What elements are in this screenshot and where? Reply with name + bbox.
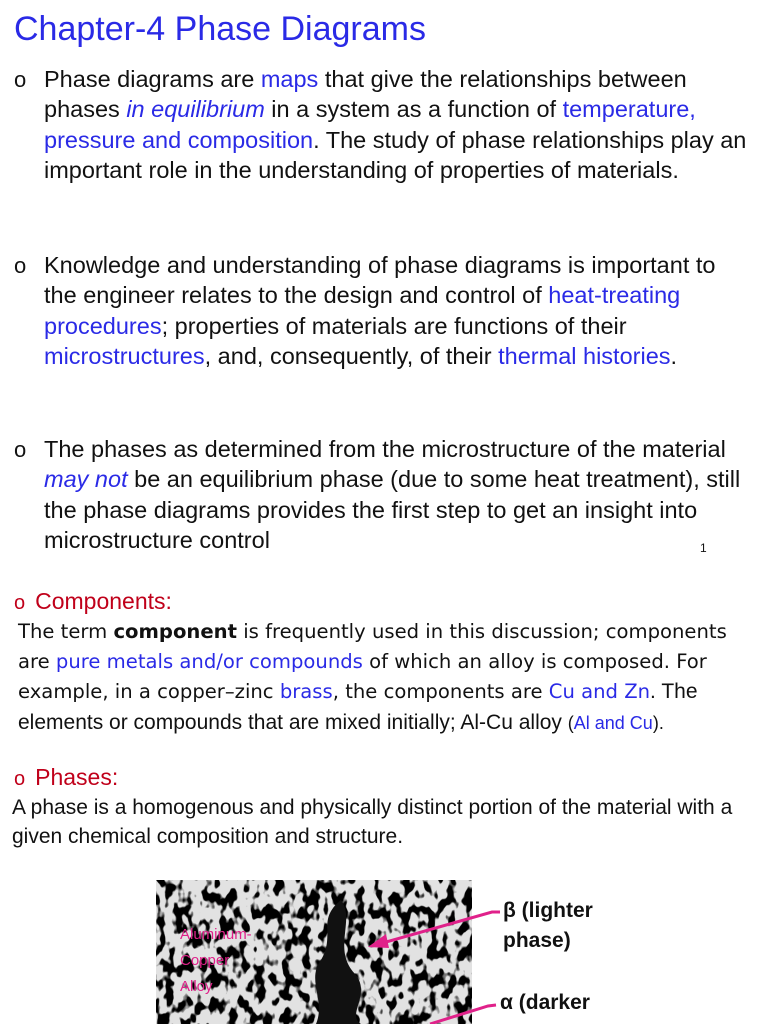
text-run: Knowledge and understanding of phase diagrams is important to the engineer relates to the design and control of [44,252,716,309]
alpha-label-line: α (darker [500,991,590,1014]
beta-label-line: phase) [503,929,571,952]
components-paragraph [18,617,760,738]
text-run: in a system as a function of [264,96,563,123]
bullet-text [44,64,754,186]
bullet-marker: o [14,768,26,790]
bullet-text [44,250,754,372]
text-run: . The study of phase relationships play an important role in the understanding of properties of materials. [44,126,747,184]
alloy-label-line: Aluminum- [180,926,252,943]
beta-phase-label [503,896,593,956]
page-title: Chapter-4 Phase Diagrams [14,10,426,48]
components-heading [14,588,172,615]
alloy-label [180,922,252,1000]
highlight-heat-treating: heat-treating procedures [44,282,681,339]
text-run: , and, consequently, of their [204,343,499,370]
text-run: . The elements or compounds that are mixed initially; Al-Cu alloy [18,680,698,734]
bullet-phase-diagrams-definition [14,64,754,186]
highlight-cu-zn: Cu and Zn [548,680,651,704]
text-run: Phase diagrams are [44,66,261,92]
highlight-in-equilibrium: in equilibrium [126,96,265,123]
phases-paragraph: A phase is a homogenous and physically distinct portion of the material with a given chemical composition and structure. [12,796,733,848]
text-run: The term [18,620,114,643]
text-run: be an equilibrium phase (due to some heat treatment), still the phase diagrams provides the first step to get an insight into microstructure control [44,466,741,554]
text-run: ( [567,712,574,733]
bullet-microstructure-phases [14,434,754,556]
bullet-engineer-knowledge [14,250,754,372]
section-heading-text: Components: [35,588,172,614]
highlight-thermal-histories: thermal histories [498,343,671,370]
text-run: The phases as determined from the microstructure of the material [44,436,726,462]
text-run: ; properties of materials are functions of their [161,312,627,339]
bullet-marker: o [14,253,27,278]
bold-component: component [113,620,237,643]
text-run: , the components are [332,680,549,704]
phases-heading [14,764,118,791]
highlight-pure-metals: pure metals and/or compounds [55,650,363,674]
text-run: that give the relationships between phases [44,66,687,123]
section-heading-text: Phases: [35,764,119,790]
highlight-may-not: may not [44,466,128,493]
bullet-marker: o [14,67,27,92]
bullet-marker: o [14,592,26,614]
alpha-phase-label [500,988,590,1018]
page-number: 1 [700,541,707,555]
text-run: of which an alloy is composed. For example, in a copper–zinc [18,650,707,704]
text-run: ). [652,712,664,733]
alloy-label-line: Copper [180,952,230,969]
highlight-microstructures: microstructures [44,343,205,370]
highlight-variables: temperature, pressure and composition [44,96,696,153]
alloy-label-line: Alloy [180,978,213,995]
highlight-al-cu: Al and Cu [573,712,653,733]
highlight-brass: brass [279,680,333,704]
bullet-marker: o [14,437,27,462]
text-run: . [670,343,678,370]
text-run: is frequently used in this discussion; components are [18,620,727,674]
highlight-maps: maps [260,66,319,92]
bullet-text [44,434,754,556]
beta-label-line: β (lighter [503,899,593,922]
microstructure-image [156,880,472,1024]
